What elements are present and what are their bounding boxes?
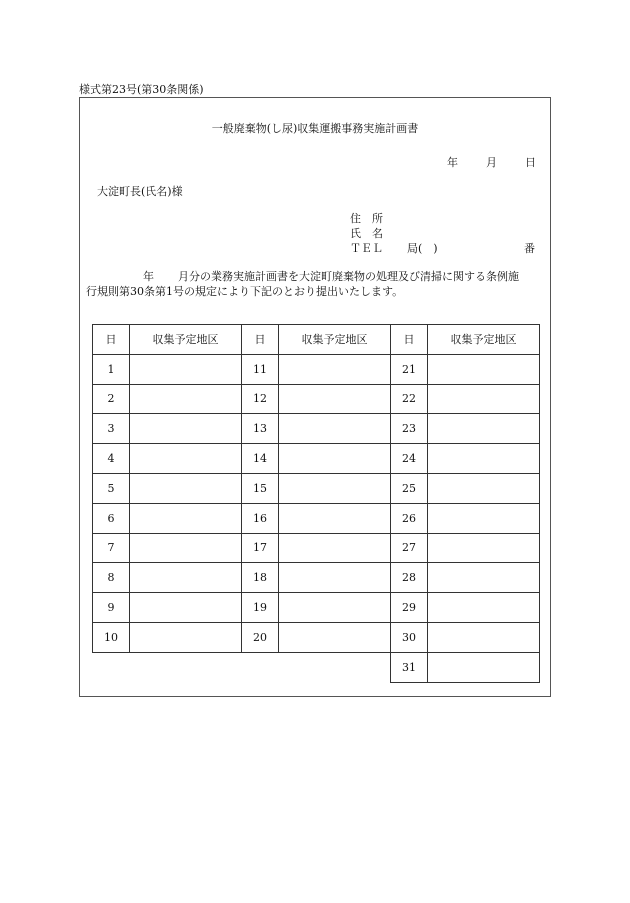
tel-bureau-label: 局( ) (407, 242, 438, 255)
area-cell[interactable] (130, 503, 242, 533)
table-row (93, 473, 540, 503)
day-cell: 22 (391, 384, 428, 414)
area-cell[interactable] (279, 384, 391, 414)
day-cell: 4 (93, 444, 130, 474)
area-cell[interactable] (130, 622, 242, 652)
area-cell[interactable] (428, 473, 540, 503)
area-cell[interactable] (428, 384, 540, 414)
table-row (93, 622, 540, 652)
day-cell: 26 (391, 503, 428, 533)
area-cell[interactable] (279, 444, 391, 474)
body-line1: 月分の業務実施計画書を大淀町廃棄物の処理及び清掃に関する条例施 (178, 270, 519, 283)
area-cell[interactable] (279, 563, 391, 593)
tel-label: ＴＥＬ (350, 242, 383, 255)
day-cell: 25 (391, 473, 428, 503)
area-cell[interactable] (279, 354, 391, 384)
day-cell: 9 (93, 593, 130, 623)
applicant-block (350, 211, 540, 256)
address-label: 住 所 (350, 212, 383, 225)
blank-cell (279, 652, 391, 682)
table-row (93, 563, 540, 593)
area-cell[interactable] (428, 622, 540, 652)
area-cell[interactable] (428, 652, 540, 682)
day-cell: 1 (93, 354, 130, 384)
day-cell: 31 (391, 652, 428, 682)
day-cell: 18 (242, 563, 279, 593)
area-cell[interactable] (130, 473, 242, 503)
blank-cell (93, 652, 130, 682)
day-cell: 10 (93, 622, 130, 652)
table-row (93, 414, 540, 444)
area-cell[interactable] (279, 593, 391, 623)
area-header: 収集予定地区 (130, 325, 242, 355)
table-header-row (93, 325, 540, 355)
day-cell: 5 (93, 473, 130, 503)
date-month-label: 月 (486, 156, 497, 169)
form-title: 一般廃棄物(し尿)収集運搬事務実施計画書 (211, 122, 419, 135)
day-cell: 15 (242, 473, 279, 503)
blank-cell (242, 652, 279, 682)
form-frame (79, 97, 551, 697)
table-row (93, 354, 540, 384)
day-cell: 13 (242, 414, 279, 444)
area-cell[interactable] (130, 593, 242, 623)
date-year-label: 年 (447, 156, 458, 169)
area-cell[interactable] (428, 593, 540, 623)
area-cell[interactable] (279, 622, 391, 652)
area-cell[interactable] (130, 533, 242, 563)
day-cell: 30 (391, 622, 428, 652)
body-year-word: 年 (143, 270, 154, 283)
day-cell: 23 (391, 414, 428, 444)
day-cell: 27 (391, 533, 428, 563)
tel-number-label: 番 (524, 242, 535, 255)
table-row (93, 384, 540, 414)
table-row (93, 444, 540, 474)
day-cell: 12 (242, 384, 279, 414)
day-cell: 19 (242, 593, 279, 623)
day-cell: 16 (242, 503, 279, 533)
table-row (93, 503, 540, 533)
day-cell: 7 (93, 533, 130, 563)
area-cell[interactable] (428, 444, 540, 474)
addressee: 大淀町長(氏名)様 (97, 185, 183, 198)
area-cell[interactable] (279, 414, 391, 444)
date-day-label: 日 (525, 156, 536, 169)
area-cell[interactable] (130, 414, 242, 444)
area-cell[interactable] (130, 563, 242, 593)
tel-row (350, 241, 540, 256)
area-cell[interactable] (130, 444, 242, 474)
day-cell: 2 (93, 384, 130, 414)
day-cell: 11 (242, 354, 279, 384)
area-cell[interactable] (279, 533, 391, 563)
day-cell: 14 (242, 444, 279, 474)
day-cell: 6 (93, 503, 130, 533)
body-text (86, 269, 546, 299)
day-header: 日 (93, 325, 130, 355)
area-cell[interactable] (428, 414, 540, 444)
collection-schedule-table (92, 324, 540, 683)
table-row (93, 652, 540, 682)
area-cell[interactable] (428, 533, 540, 563)
day-cell: 3 (93, 414, 130, 444)
area-cell[interactable] (428, 354, 540, 384)
table-row (93, 533, 540, 563)
day-cell: 24 (391, 444, 428, 474)
day-cell: 17 (242, 533, 279, 563)
body-line2: 行規則第30条第1号の規定により下記のとおり提出いたします。 (86, 285, 404, 298)
day-cell: 29 (391, 593, 428, 623)
day-cell: 20 (242, 622, 279, 652)
day-cell: 28 (391, 563, 428, 593)
day-cell: 21 (391, 354, 428, 384)
day-cell: 8 (93, 563, 130, 593)
area-cell[interactable] (130, 354, 242, 384)
area-cell[interactable] (279, 473, 391, 503)
name-label: 氏 名 (350, 227, 383, 240)
day-header: 日 (391, 325, 428, 355)
area-cell[interactable] (279, 503, 391, 533)
blank-cell (130, 652, 242, 682)
table-row (93, 593, 540, 623)
area-header: 収集予定地区 (279, 325, 391, 355)
area-cell[interactable] (130, 384, 242, 414)
area-cell[interactable] (428, 503, 540, 533)
day-header: 日 (242, 325, 279, 355)
area-cell[interactable] (428, 563, 540, 593)
submission-date (447, 154, 536, 170)
area-header: 収集予定地区 (428, 325, 540, 355)
form-number: 様式第23号(第30条関係) (79, 83, 204, 96)
